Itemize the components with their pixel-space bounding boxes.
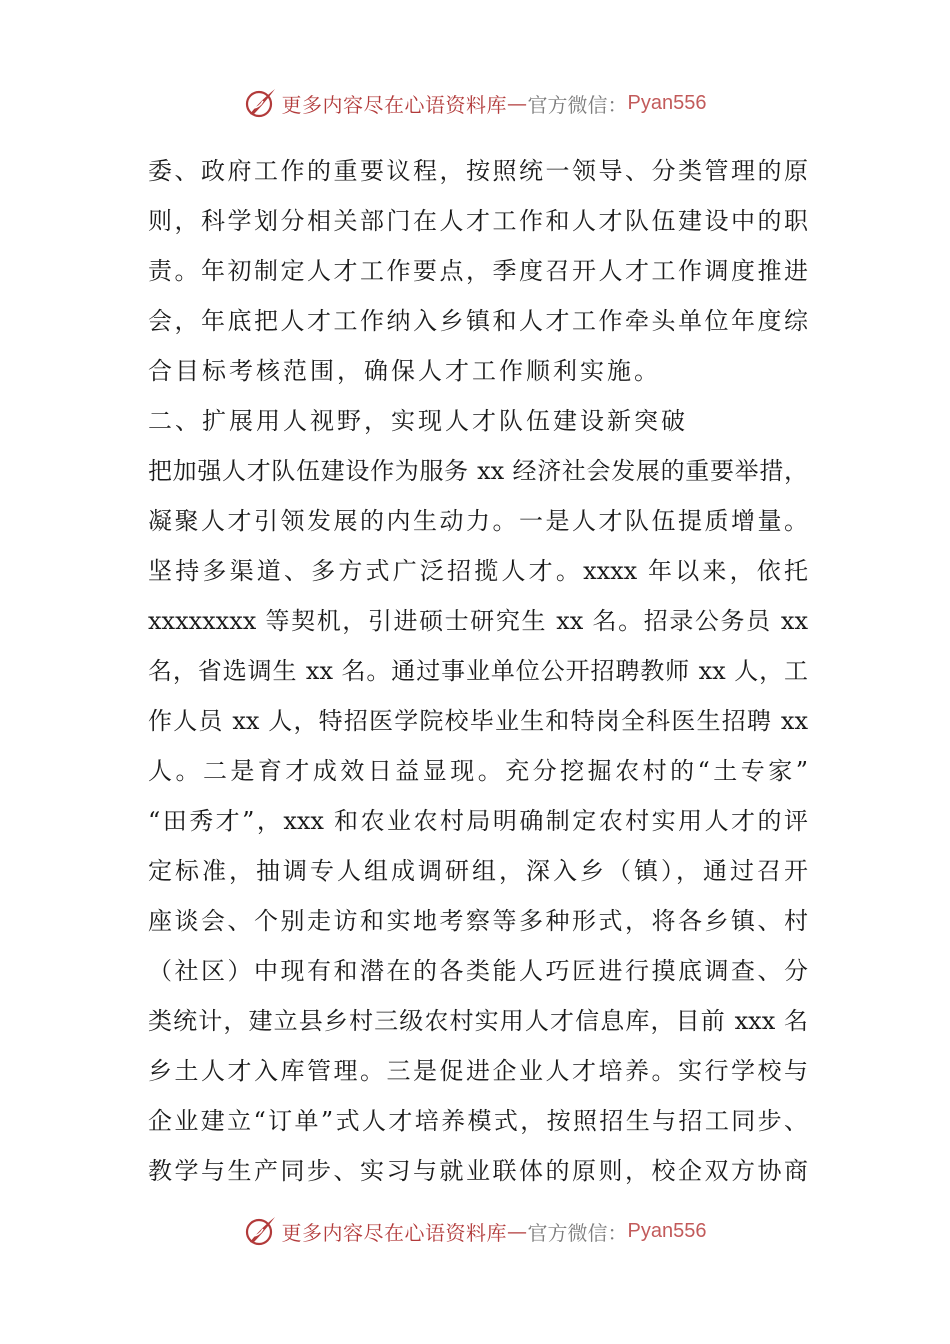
body-line: xxxxxxxx 等契机，引进硕士研究生 xx 名。招录公务员 xx	[148, 607, 808, 635]
body-line: 坚持多渠道、多方式广泛招揽人才。xxxx 年以来，依托	[148, 557, 808, 585]
body-line: 名，省选调生 xx 名。通过事业单位公开招聘教师 xx 人，工	[148, 657, 808, 685]
banner-wechat-label: 官方微信：	[527, 92, 628, 117]
body-line: 责。年初制定人才工作要点，季度召开人才工作调度推进	[148, 257, 808, 285]
banner-wechat-label: 官方微信：	[527, 1220, 628, 1245]
banner-dash: —	[507, 1219, 528, 1243]
body-line: 委、政府工作的重要议程，按照统一领导、分类管理的原	[148, 157, 808, 185]
body-line: 作人员 xx 人，特招医学院校毕业生和特岗全科医生招聘 xx	[148, 707, 808, 735]
body-line: 则，科学划分相关部门在人才工作和人才队伍建设中的职	[148, 207, 808, 235]
document-body	[148, 146, 808, 1196]
body-line: （社区）中现有和潜在的各类能人巧匠进行摸底调查、分	[148, 957, 808, 985]
body-line: 合目标考核范围，确保人才工作顺利实施。	[148, 357, 661, 385]
body-line: 企业建立“订单”式人才培养模式，按照招生与招工同步、	[148, 1107, 808, 1135]
banner-wechat-id: Pyan556	[627, 91, 707, 114]
body-line: 座谈会、个别走访和实地考察等多种形式，将各乡镇、村	[148, 907, 808, 935]
body-line: 把加强人才队伍建设作为服务 xx 经济社会发展的重要举措，	[148, 457, 808, 485]
body-line: 乡土人才入库管理。三是促进企业人才培养。实行学校与	[148, 1057, 808, 1085]
body-line: 类统计，建立县乡村三级农村实用人才信息库，目前 xxx 名	[148, 1007, 808, 1035]
banner-text: 更多内容尽在心语资料库	[281, 92, 508, 117]
header-banner	[0, 83, 950, 123]
quill-logo-icon	[244, 86, 278, 120]
body-line: 会，年底把人才工作纳入乡镇和人才工作牵头单位年度综	[148, 307, 808, 335]
body-line: 教学与生产同步、实习与就业联体的原则，校企双方协商	[148, 1157, 808, 1185]
body-line: “田秀才”，xxx 和农业农村局明确制定农村实用人才的评	[148, 807, 808, 835]
section-heading: 二、扩展用人视野，实现人才队伍建设新突破	[148, 407, 688, 435]
body-line: 凝聚人才引领发展的内生动力。一是人才队伍提质增量。	[148, 507, 808, 535]
quill-logo-icon	[244, 1214, 278, 1248]
body-line: 人。二是育才成效日益显现。充分挖掘农村的“土专家”	[148, 757, 808, 785]
banner-wechat-id: Pyan556	[627, 1219, 707, 1242]
banner-text: 更多内容尽在心语资料库	[281, 1220, 508, 1245]
banner-dash: —	[507, 91, 528, 115]
body-line: 定标准，抽调专人组成调研组，深入乡（镇），通过召开	[148, 857, 808, 885]
footer-banner	[0, 1211, 950, 1251]
